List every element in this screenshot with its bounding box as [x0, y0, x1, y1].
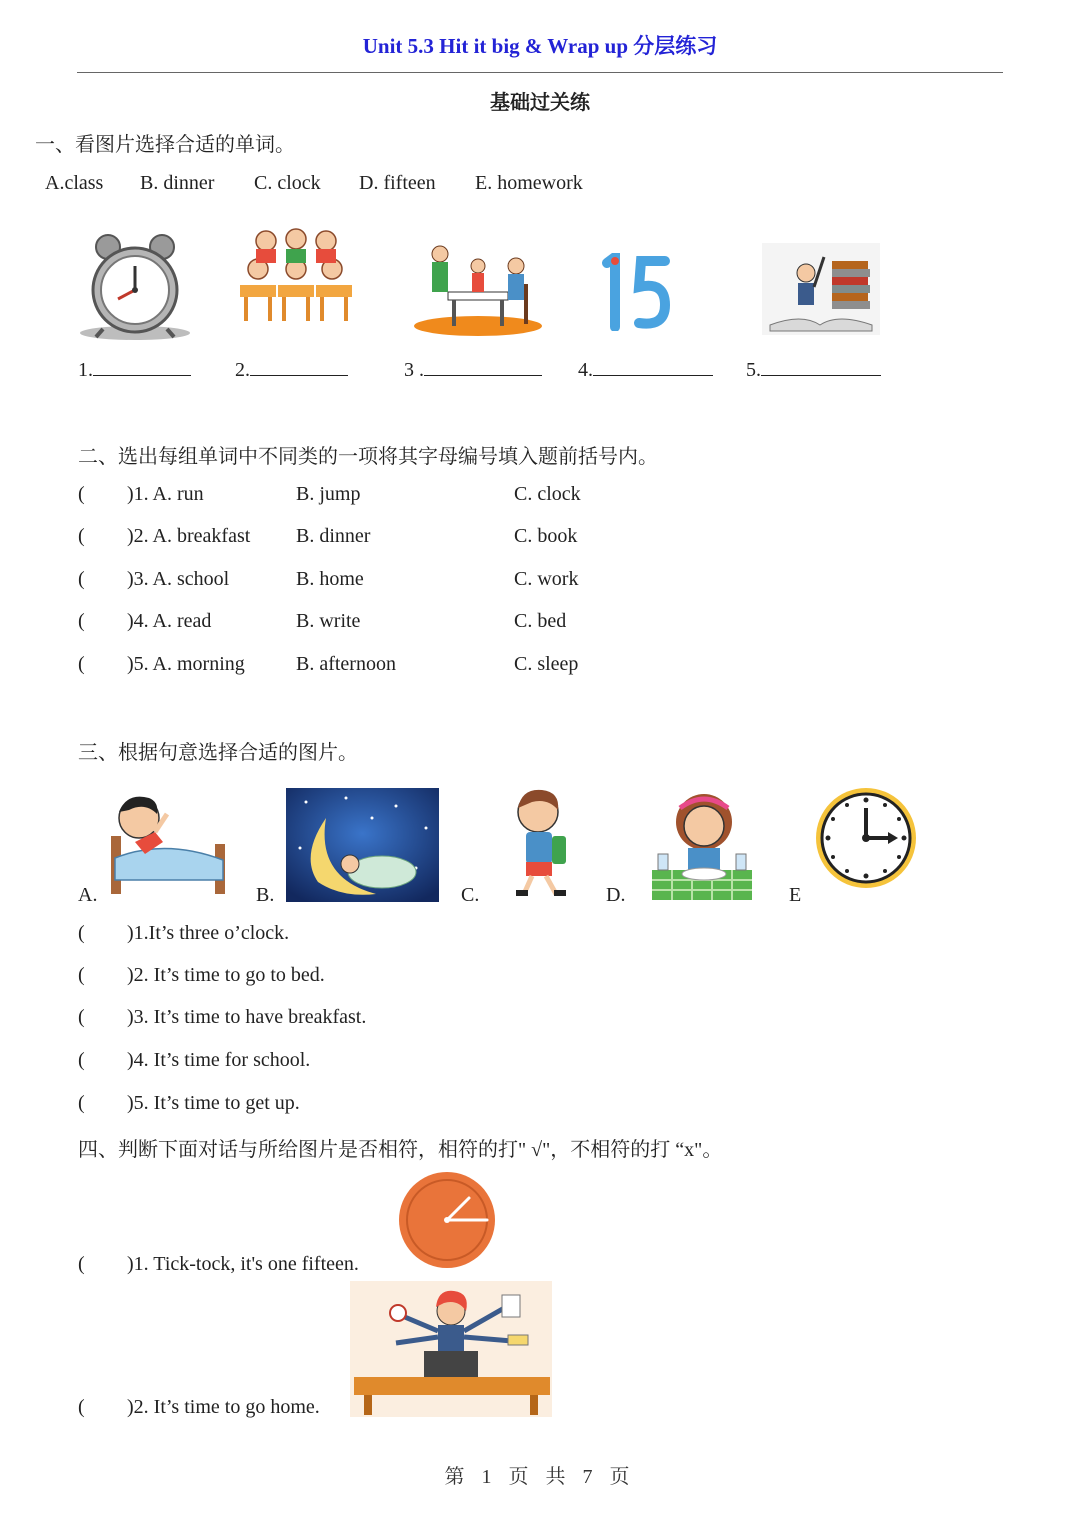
blank-1-label: 1. [78, 359, 93, 381]
option-b: B. dinner [140, 172, 215, 194]
boy-going-to-school-image [504, 786, 570, 902]
s2-row-3 [78, 568, 85, 591]
homework-image [762, 243, 880, 335]
s2-row-5-a: )5. A. morning [127, 653, 245, 675]
answer-paren[interactable]: ( [78, 1092, 85, 1114]
picture-label-d: D. [606, 884, 626, 906]
picture-label-a: A. [78, 884, 98, 906]
blank-1[interactable] [78, 357, 191, 382]
s2-row-5 [78, 653, 85, 676]
section3-heading: 三、根据句意选择合适的图片。 [78, 742, 358, 764]
girl-breakfast-image [650, 782, 754, 902]
answer-paren[interactable]: ( [78, 1049, 85, 1071]
answer-paren[interactable]: ( [78, 525, 85, 547]
night-sleep-image [286, 788, 439, 902]
section-subtitle: 基础过关练 [490, 92, 590, 114]
header-divider [77, 72, 1003, 73]
s2-row-5-b: B. afternoon [296, 653, 396, 675]
s3-sentence-3: )3. It’s time to have breakfast. [127, 1006, 367, 1028]
document-title: Unit 5.3 Hit it big & Wrap up 分层练习 [362, 34, 718, 58]
blank-4-label: 4. [578, 359, 593, 381]
s2-row-2-b: B. dinner [296, 525, 371, 547]
blank-3[interactable] [404, 357, 542, 382]
answer-paren[interactable]: ( [78, 1396, 85, 1418]
s2-row-4 [78, 610, 85, 633]
s3-sentence-4: )4. It’s time for school. [127, 1049, 311, 1071]
blank-2[interactable] [235, 357, 348, 382]
answer-paren[interactable]: ( [78, 1006, 85, 1028]
option-e: E. homework [475, 172, 583, 194]
alarm-clock-image [78, 233, 193, 341]
option-d: D. fifteen [359, 172, 436, 194]
classroom-image [236, 225, 354, 325]
clock-three-image [812, 784, 920, 892]
s2-row-1-b: B. jump [296, 483, 361, 505]
s3-sentence-2: )2. It’s time to go to bed. [127, 964, 325, 986]
answer-paren[interactable]: ( [78, 483, 85, 505]
page-number: 第 1 页 共 7 页 [444, 1466, 636, 1488]
s2-row-4-a: )4. A. read [127, 610, 212, 632]
answer-paren[interactable]: ( [78, 922, 85, 944]
s2-row-2 [78, 525, 85, 548]
blank-3-label: 3 . [404, 359, 424, 381]
s4-sentence-1: )1. Tick-tock, it's one fifteen. [127, 1253, 359, 1275]
option-a: A.class [45, 172, 104, 194]
busy-office-worker-image [350, 1281, 552, 1417]
s2-row-2-c: C. book [514, 525, 578, 547]
blank-2-label: 2. [235, 359, 250, 381]
s3-sentence-5: )5. It’s time to get up. [127, 1092, 300, 1114]
blank-5-label: 5. [746, 359, 761, 381]
picture-label-c: C. [461, 884, 480, 906]
number-fifteen-image [595, 253, 675, 331]
s2-row-4-b: B. write [296, 610, 361, 632]
section2-heading: 二、选出每组单词中不同类的一项将其字母编号填入题前括号内。 [78, 446, 658, 468]
dinner-image [412, 240, 544, 338]
s2-row-2-a: )2. A. breakfast [127, 525, 251, 547]
s2-row-1 [78, 483, 85, 506]
s3-sentence-1: )1.It’s three o’clock. [127, 922, 290, 944]
s2-row-4-c: C. bed [514, 610, 567, 632]
s2-row-3-a: )3. A. school [127, 568, 230, 590]
s2-row-3-c: C. work [514, 568, 579, 590]
section4-heading: 四、判断下面对话与所给图片是否相符，相符的打" √"，不相符的打 “x"。 [78, 1139, 723, 1161]
picture-label-b: B. [256, 884, 275, 906]
section1-heading: 一、看图片选择合适的单词。 [35, 134, 295, 156]
blank-4[interactable] [578, 357, 713, 382]
blank-5[interactable] [746, 357, 881, 382]
option-c: C. clock [254, 172, 321, 194]
s2-row-1-c: C. clock [514, 483, 581, 505]
s2-row-5-c: C. sleep [514, 653, 579, 675]
answer-paren[interactable]: ( [78, 1253, 85, 1275]
s2-row-1-a: )1. A. run [127, 483, 204, 505]
answer-paren[interactable]: ( [78, 653, 85, 675]
answer-paren[interactable]: ( [78, 964, 85, 986]
s2-row-3-b: B. home [296, 568, 364, 590]
s4-sentence-2: )2. It’s time to go home. [127, 1396, 320, 1418]
boy-waking-up-image [105, 788, 235, 900]
answer-paren[interactable]: ( [78, 568, 85, 590]
answer-paren[interactable]: ( [78, 610, 85, 632]
picture-label-e: E [789, 884, 802, 906]
orange-clock-image [397, 1170, 497, 1270]
